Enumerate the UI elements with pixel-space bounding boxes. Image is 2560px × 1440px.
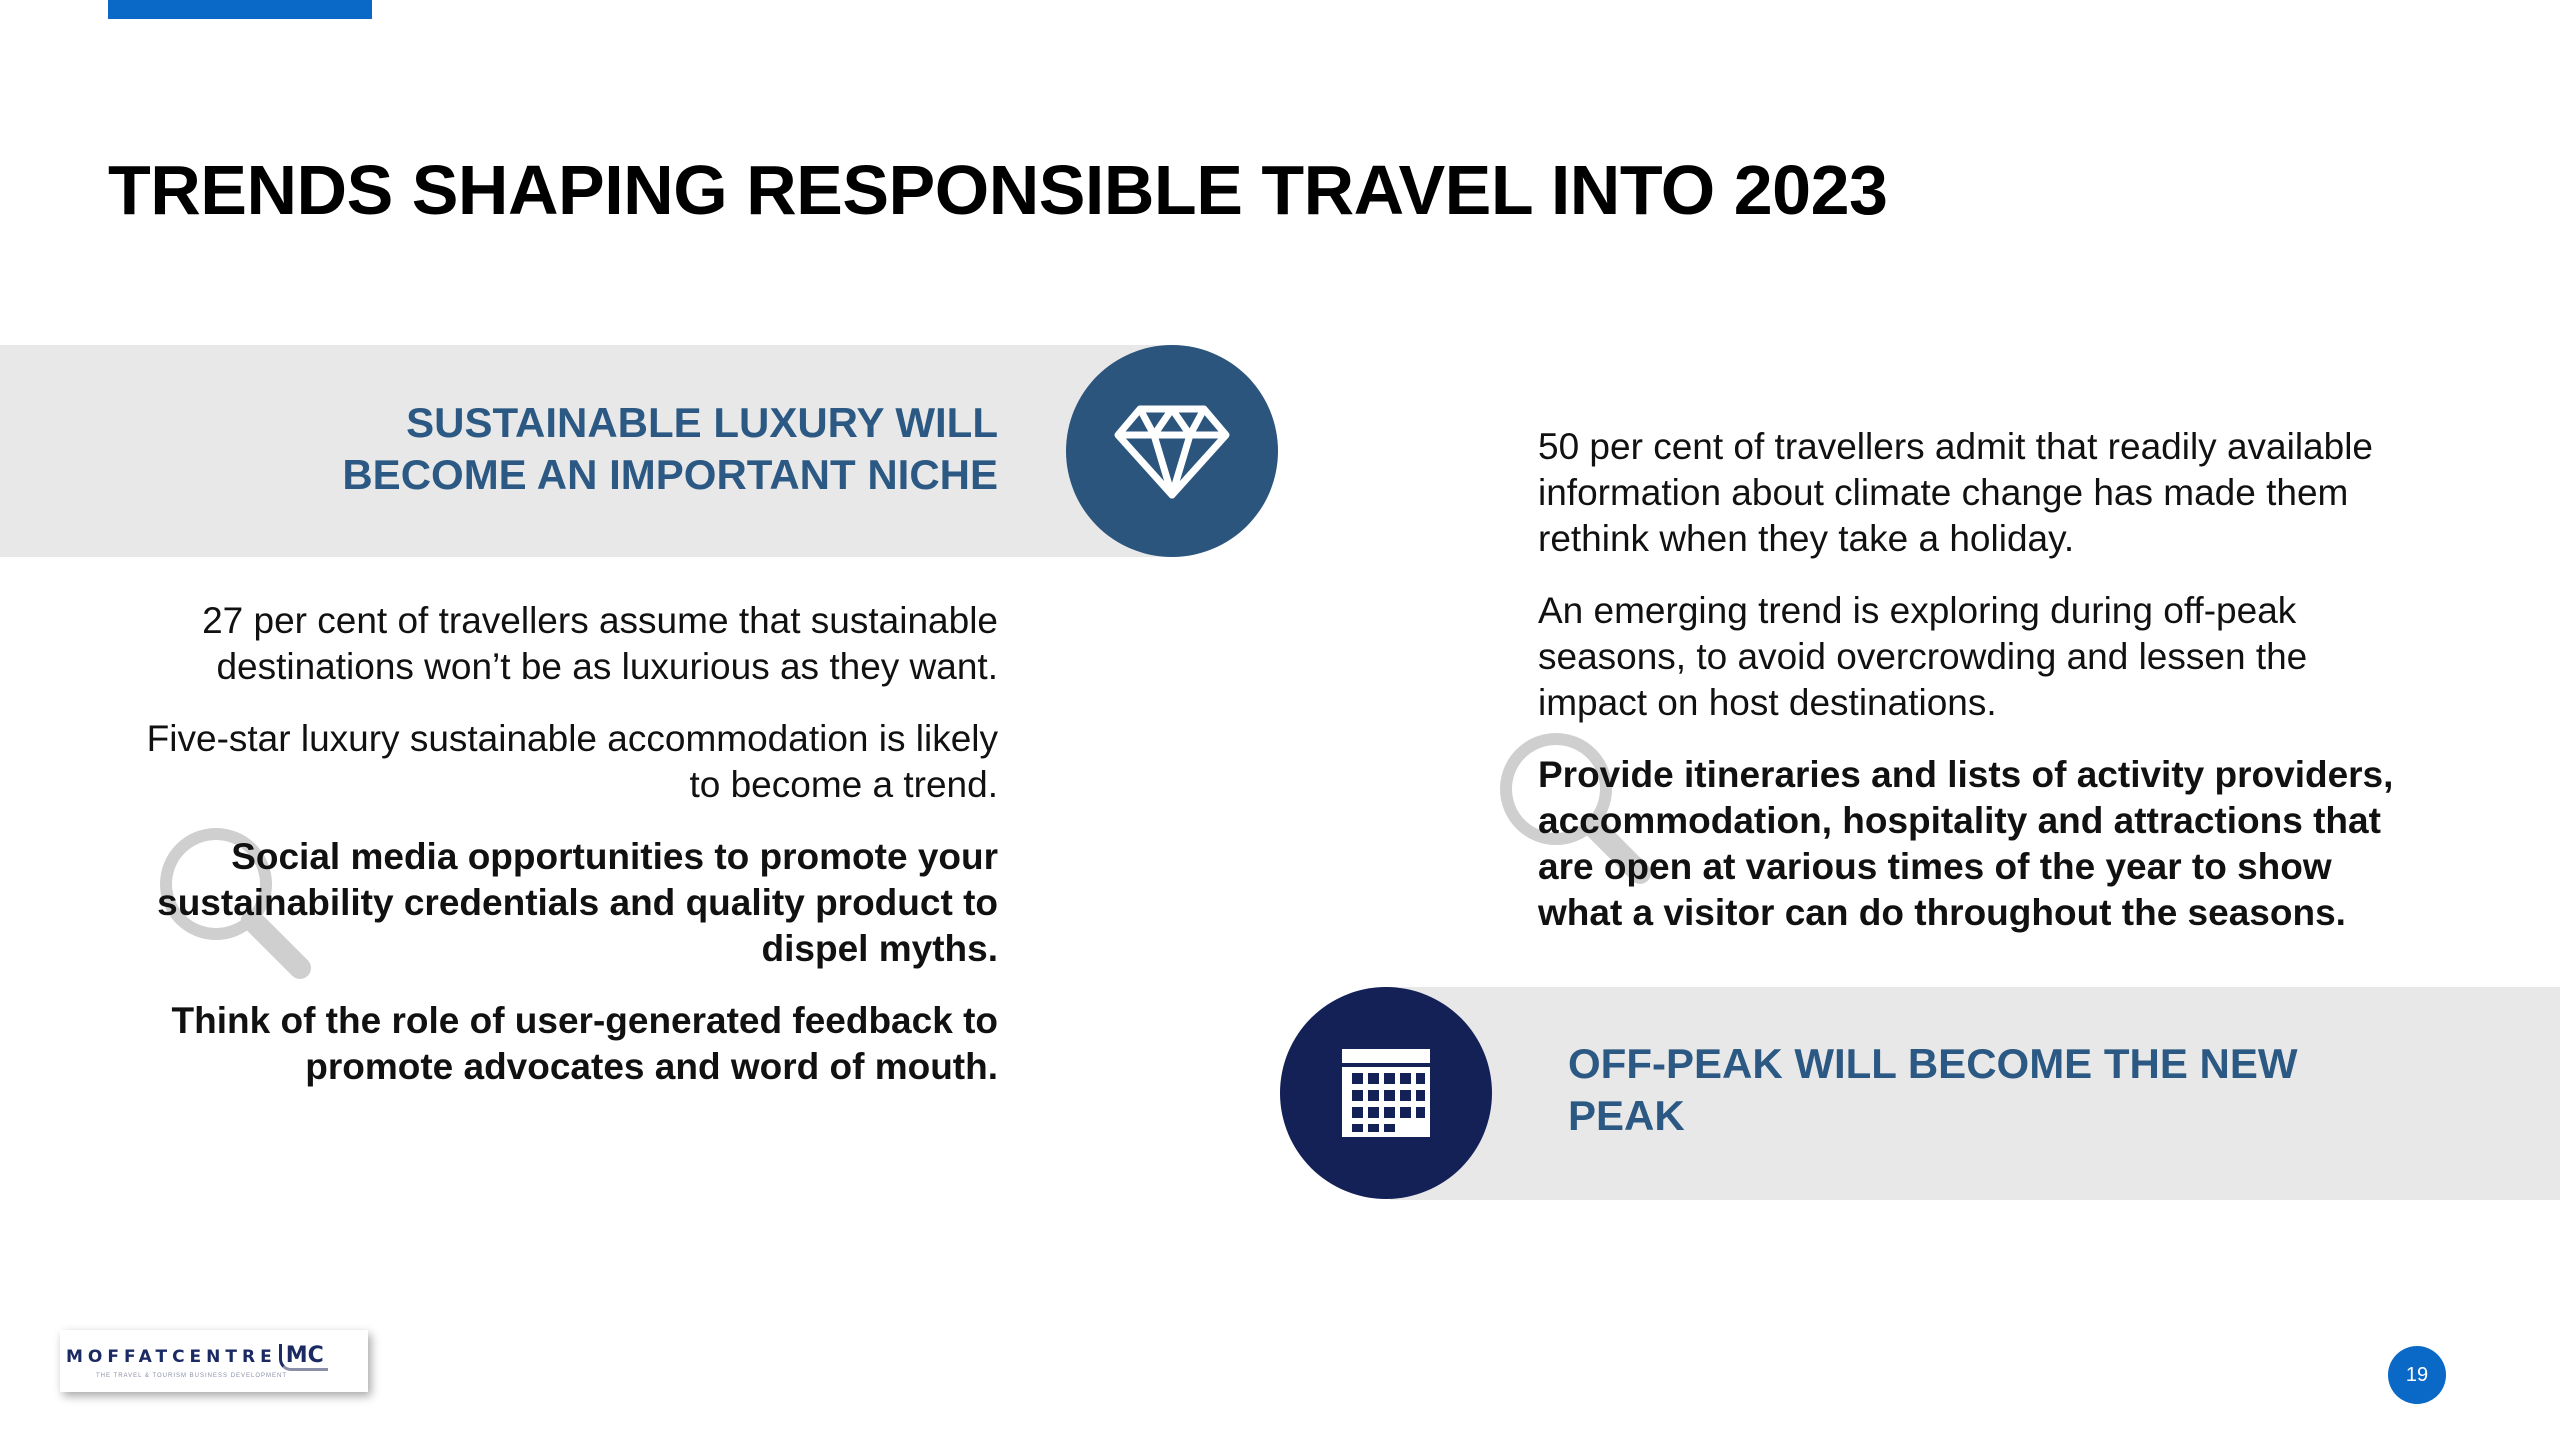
right-paragraph-3: Provide itineraries and lists of activity providers, accommodation, hospitality and attractions that are open at various times of the year to show what a visitor can do throughout the seasons. (1538, 754, 2394, 933)
right-heading-line2: PEAK (1568, 1092, 1685, 1139)
left-section-heading (300, 397, 998, 501)
right-section-heading (1568, 1038, 2328, 1142)
top-accent-bar (108, 0, 372, 19)
left-heading-line2: BECOME AN IMPORTANT NICHE (342, 451, 998, 498)
left-paragraph-4: Think of the role of user-generated feedback to promote advocates and word of mouth. (171, 1000, 998, 1087)
left-heading-line1: SUSTAINABLE LUXURY WILL (406, 399, 998, 446)
right-heading-line1: OFF-PEAK WILL BECOME THE NEW (1568, 1040, 2298, 1087)
right-paragraph-2: An emerging trend is exploring during off-peak seasons, to avoid overcrowding and lessen the impact on host destinations. (1538, 590, 2308, 723)
moffat-centre-logo (60, 1330, 368, 1392)
calendar-icon-circle (1280, 987, 1492, 1199)
calendar-icon (1338, 1045, 1434, 1141)
left-paragraph-3: Social media opportunities to promote your sustainability credentials and quality product to dispel myths. (157, 836, 998, 969)
right-paragraph-1: 50 per cent of travellers admit that readily available information about climate change has made them rethink when they take a holiday. (1538, 426, 2373, 559)
page-number-badge: 19 (2388, 1346, 2446, 1404)
diamond-icon (1112, 401, 1232, 501)
left-section-body (130, 598, 998, 1116)
right-section-body (1538, 424, 2418, 962)
left-paragraph-1: 27 per cent of travellers assume that sustainable destinations won’t be as luxurious as they want. (202, 600, 998, 687)
logo-wordmark: MOFFATCENTRE (66, 1347, 277, 1367)
diamond-icon-circle (1066, 345, 1278, 557)
left-paragraph-2: Five-star luxury sustainable accommodation is likely to become a trend. (146, 718, 998, 805)
logo-monogram: MC (279, 1344, 328, 1371)
logo-tagline: THE TRAVEL & TOURISM BUSINESS DEVELOPMENT (96, 1372, 288, 1379)
slide-title: TRENDS SHAPING RESPONSIBLE TRAVEL INTO 2023 (108, 151, 1888, 229)
